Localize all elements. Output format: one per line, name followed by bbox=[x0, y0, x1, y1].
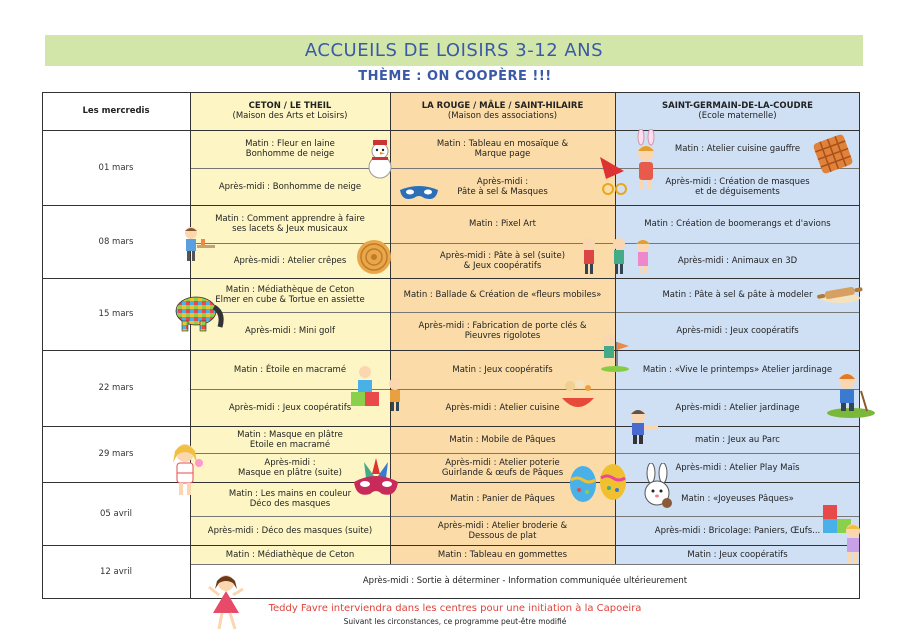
activity-cell: Après-midi : Masque en plâtre (suite) bbox=[190, 453, 390, 482]
activity-cell: Matin : Tableau en mosaïque & Marque page bbox=[390, 130, 615, 168]
header-dates-label: Les mercredis bbox=[82, 106, 150, 116]
child-drawing-icon bbox=[178, 224, 218, 264]
activity-cell: Après-midi : Mini golf bbox=[190, 312, 390, 350]
snowman-icon bbox=[360, 140, 400, 180]
activity-cell: Après-midi : Atelier cuisine bbox=[390, 389, 615, 426]
activity-cell: Matin : Jeux coopératifs bbox=[615, 545, 860, 564]
activity-cell: Matin : Les mains en couleur Déco des masques bbox=[190, 482, 390, 516]
col-c-sub: (Ecole maternelle) bbox=[698, 111, 777, 121]
grid-line bbox=[190, 92, 191, 598]
activity-cell: Après-midi : Atelier Play Maïs bbox=[615, 453, 860, 482]
cooking-icon bbox=[558, 376, 598, 416]
blocks-icon bbox=[818, 500, 868, 570]
grid-line bbox=[190, 168, 860, 169]
activity-cell: Après-midi : Création de masques et de déguisements bbox=[615, 168, 860, 205]
activity-cell: Matin : Jeux coopératifs bbox=[390, 350, 615, 389]
carnival-mask-icon bbox=[350, 456, 402, 508]
grid-line bbox=[42, 205, 860, 206]
date-cell: 05 avril bbox=[42, 482, 190, 545]
col-c-name: SAINT-GERMAIN-DE-LA-COUDRE bbox=[662, 101, 813, 111]
rolling-pin-icon bbox=[815, 282, 865, 306]
grid-line bbox=[42, 426, 860, 427]
col-a-sub: (Maison des Arts et Loisirs) bbox=[232, 111, 348, 121]
activity-cell: Après-midi : Déco des masques (suite) bbox=[190, 516, 390, 545]
rabbit-icon bbox=[636, 462, 678, 512]
elephant-icon bbox=[170, 292, 226, 334]
title-banner bbox=[45, 35, 863, 66]
activity-cell: Après-midi : Atelier crêpes bbox=[190, 243, 390, 278]
activity-cell: Matin : Pâte à sel & pâte à modeler bbox=[615, 278, 860, 312]
date-cell: 15 mars bbox=[42, 278, 190, 350]
grid-line bbox=[42, 278, 860, 279]
activity-cell: Matin : Médiathèque de Ceton Elmer en cube & Tortue en assiette bbox=[190, 278, 390, 312]
activity-cell: Après-midi : Animaux en 3D bbox=[615, 243, 860, 278]
activity-cell: Après-midi : Pâte à sel & Masques bbox=[390, 168, 615, 205]
easter-egg-icon bbox=[566, 460, 630, 504]
party-hat-icon bbox=[595, 152, 631, 198]
grid-line bbox=[190, 516, 860, 517]
crepe-icon bbox=[354, 237, 394, 277]
activity-cell: Après-midi : Atelier jardinage bbox=[615, 389, 860, 426]
activity-cell: Matin : Atelier cuisine gauffre bbox=[615, 130, 860, 168]
date-cell: 08 mars bbox=[42, 205, 190, 278]
grid-line bbox=[42, 482, 860, 483]
header-col-c bbox=[615, 92, 860, 130]
activity-cell: Matin : Étoile en macramé bbox=[190, 350, 390, 389]
gardening-kid-icon bbox=[822, 368, 878, 420]
mask-icon bbox=[398, 180, 440, 206]
grid-line bbox=[42, 545, 860, 546]
activity-cell: Après-midi : Pâte à sel (suite) & Jeux coopératifs bbox=[390, 243, 615, 278]
capoeira-note: Teddy Favre interviendra dans les centres pour une initiation à la Capoeira bbox=[268, 603, 642, 614]
dancing-girl-icon bbox=[206, 572, 246, 634]
activity-cell: matin : Jeux au Parc bbox=[615, 426, 860, 453]
grid-line bbox=[190, 312, 860, 313]
grid-line bbox=[190, 389, 860, 390]
last-row-cell: Après-midi : Sortie à déterminer - Information communiquée ultérieurement bbox=[190, 564, 860, 598]
child-flag-icon bbox=[596, 332, 632, 372]
grid-line bbox=[190, 564, 860, 565]
activity-cell: Après-midi : Atelier broderie & Dessous de plat bbox=[390, 516, 615, 545]
header-dates bbox=[42, 92, 190, 130]
activity-cell: Après-midi : Atelier poterie Guirlande & œufs de Pâques bbox=[390, 453, 615, 482]
col-b-sub: (Maison des associations) bbox=[447, 111, 558, 121]
date-cell: 22 mars bbox=[42, 350, 190, 426]
page-title: ACCUEILS DE LOISIRS 3-12 ANS bbox=[304, 40, 604, 61]
header-col-a bbox=[190, 92, 390, 130]
col-b-name: LA ROUGE / MÂLE / SAINT-HILAIRE bbox=[421, 101, 584, 111]
activity-cell: Matin : Médiathèque de Ceton bbox=[190, 545, 390, 564]
activity-cell: Matin : «Joyeuses Pâques» bbox=[615, 482, 860, 516]
date-cell: 12 avril bbox=[42, 545, 190, 598]
activity-cell: Après-midi : Bonhomme de neige bbox=[190, 168, 390, 205]
date-cell: 01 mars bbox=[42, 130, 190, 205]
activity-cell: Après-midi : Fabrication de porte clés & Pieuvres rigolotes bbox=[390, 312, 615, 350]
header-col-b bbox=[390, 92, 615, 130]
activity-cell: Matin : Mobile de Pâques bbox=[390, 426, 615, 453]
program-note: Suivant les circonstances, ce programme peut-être modifié bbox=[343, 617, 567, 626]
kids-icon bbox=[578, 236, 654, 276]
grid-line bbox=[42, 92, 43, 598]
activity-cell: Matin : Ballade & Création de «fleurs mobiles» bbox=[390, 278, 615, 312]
bunny-girl-icon bbox=[630, 128, 662, 192]
activity-cell: Matin : Pixel Art bbox=[390, 205, 615, 243]
grid-line bbox=[190, 243, 860, 244]
child-park-icon bbox=[624, 406, 664, 446]
grid-line bbox=[42, 130, 860, 131]
col-a-name: CETON / LE THEIL bbox=[248, 101, 332, 111]
date-cell: 29 mars bbox=[42, 426, 190, 482]
activity-cell: Matin : Fleur en laine Bonhomme de neige bbox=[190, 130, 390, 168]
activity-cell: Matin : Tableau en gommettes bbox=[390, 545, 615, 564]
schedule-table bbox=[42, 92, 860, 598]
waffle-icon bbox=[808, 130, 858, 178]
grid-line bbox=[190, 453, 860, 454]
theme-title: THÈME : ON COOPÈRE !!! bbox=[358, 69, 552, 84]
grid-line bbox=[42, 92, 860, 93]
activity-cell: Après-midi : Jeux coopératifs bbox=[190, 389, 390, 426]
activity-cell: Matin : Panier de Pâques bbox=[390, 482, 615, 516]
grid-line bbox=[42, 598, 860, 599]
playing-kids-icon bbox=[348, 364, 410, 414]
activity-cell: Après-midi : Jeux coopératifs bbox=[615, 312, 860, 350]
activity-cell: Matin : Comment apprendre à faire ses lacets & Jeux musicaux bbox=[190, 205, 390, 243]
grid-line bbox=[42, 350, 860, 351]
activity-cell: Matin : «Vive le printemps» Atelier jardinage bbox=[615, 350, 860, 389]
girl-icecream-icon bbox=[166, 440, 206, 500]
activity-cell: Matin : Création de boomerangs et d'avions bbox=[615, 205, 860, 243]
activity-cell: Après-midi : Bricolage: Paniers, Œufs... bbox=[615, 516, 860, 545]
activity-cell: Matin : Masque en plâtre Etoile en macramé bbox=[190, 426, 390, 453]
